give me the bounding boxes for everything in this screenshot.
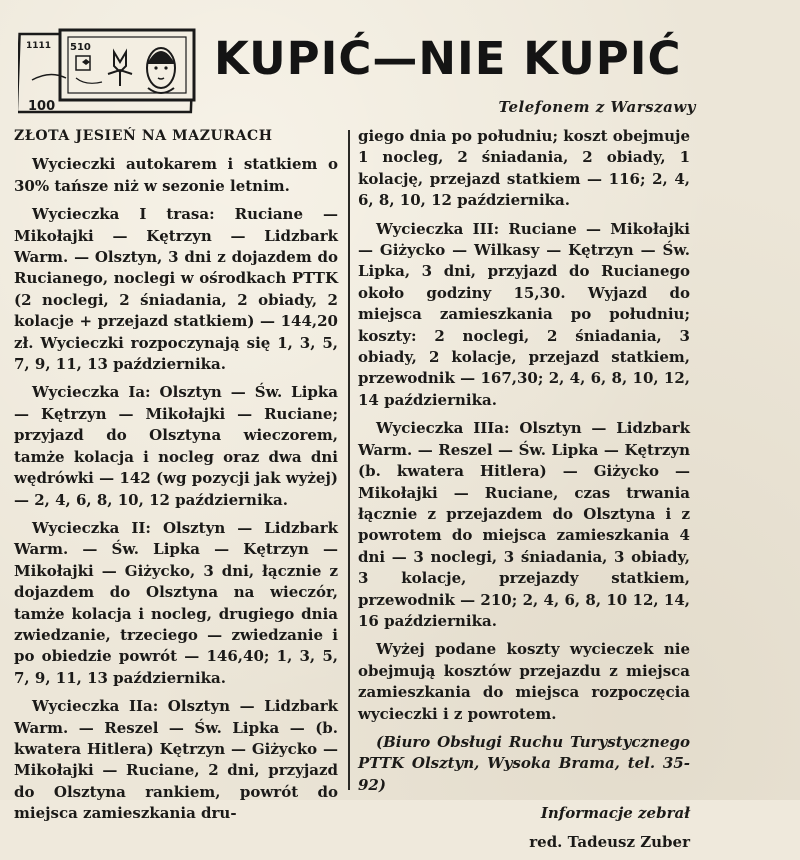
trip-paragraph: Wycieczka III: Ruciane — Mikołajki — Giżycko — Wilkasy — Kętrzyn — Św. Lipka, 3 dni, przyjazd do Rucianego około godziny 15,30. Wyjazd do miejsca zamieszkania po południu; koszty: 2 noclegi, 2 śniadania, 3 obiady, 2 kolacje, przejazd statkiem, przewodnik — 167,30; 2, 4, 6, 8, 10, 12, 14 października. xyxy=(358,219,690,409)
trip-paragraph: Wycieczka II: Olsztyn — Lidzbark Warm. — Św. Lipka — Kętrzyn — Mikołajki — Giżycko, 3 dni, łącznie z dojazdem do Olsztyna na wieczór, tamże kolacja i nocleg, drugiego dnia zwiedzanie, trzeciego — zwiedzanie i po obiedzie powrót — 146,40; 1, 3, 5, 7, 9, 11, 13 października. xyxy=(14,518,338,687)
stamp-value: 510 xyxy=(70,42,91,53)
column-divider xyxy=(348,130,350,790)
banknote-logo-icon xyxy=(18,22,198,114)
right-column xyxy=(358,126,690,860)
byline-name: red. Tadeusz Zuber xyxy=(529,832,690,851)
intro-paragraph: Wycieczki autokarem i statkiem o 30% tańsze niż w sezonie letnim. xyxy=(14,155,338,195)
section-subhead: ZŁOTA JESIEŃ NA MAZURACH xyxy=(14,128,273,144)
trip-paragraph: Wycieczka IIIa: Olsztyn — Lidzbark Warm. — Reszel — Św. Lipka — Kętrzyn (b. kwatera Hitlera) — Giżycko — Mikołajki — Ruciane, czas trwania łącznie z przejazdem do Olsztyna i z powrotem do miejsca zamieszkania 4 dni — 3 noclegi, 3 śniadania, 3 obiady, 3 kolacje, przejazdy statkiem, przewodnik — 210; 2, 4, 6, 8, 10 12, 14, 16 października. xyxy=(358,419,690,630)
trip-paragraph: Wycieczka I trasa: Ruciane — Mikołajki — Kętrzyn — Lidzbark Warm. — Olsztyn, 3 dni z dojazdem do Rucianego, noclegi w ośrodkach PTTK (2 noclegi, 2 śniadania, 2 obiady, 2 kolacje + przejazd statkiem) — 144,20 zł. Wycieczki rozpoczynają się 1, 3, 5, 7, 9, 11, 13 października. xyxy=(14,205,338,374)
trip-paragraph: Wycieczka Ia: Olsztyn — Św. Lipka — Kętrzyn — Mikołajki — Ruciane; przyjazd do Olsztyna wieczorem, tamże kolacja i nocleg oraz dwa dni wędrówki — 142 (wg pozycji jak wyżej) — 2, 4, 6, 8, 10, 12 października. xyxy=(14,383,338,509)
note-paragraph: Wyżej podane koszty wycieczek nie obejmują kosztów przejazdu z miejsca zamieszkania do miejsca rozpoczęcia wycieczki i z powrotem. xyxy=(358,640,690,723)
source-note: (Biuro Obsługi Ruchu Turystycznego PTTK Olsztyn, Wysoka Brama, tel. 35-92) xyxy=(358,732,690,794)
dateline: Telefonem z Warszawy xyxy=(498,98,696,116)
headline: KUPIĆ—NIE KUPIĆ xyxy=(214,32,682,85)
stamp-code: 1111 xyxy=(26,41,52,51)
byline-label: Informacje zebrał xyxy=(540,804,690,823)
left-column xyxy=(14,126,338,832)
continued-paragraph: giego dnia po południu; koszt obejmuje 1 nocleg, 2 śniadania, 2 obiady, 1 kolację, przejazd statkiem — 116; 2, 4, 6, 8, 10, 12 października. xyxy=(358,127,690,210)
stamp-number: 100 xyxy=(28,99,56,114)
trip-paragraph: Wycieczka IIa: Olsztyn — Lidzbark Warm. — Reszel — Św. Lipka — (b. kwatera Hitlera) Kętrzyn — Giżycko — Mikołajki — Ruciane, 2 dni, przyjazd do Olsztyna rankiem, powrót do miejsca zamieszkania dru- xyxy=(14,697,338,823)
